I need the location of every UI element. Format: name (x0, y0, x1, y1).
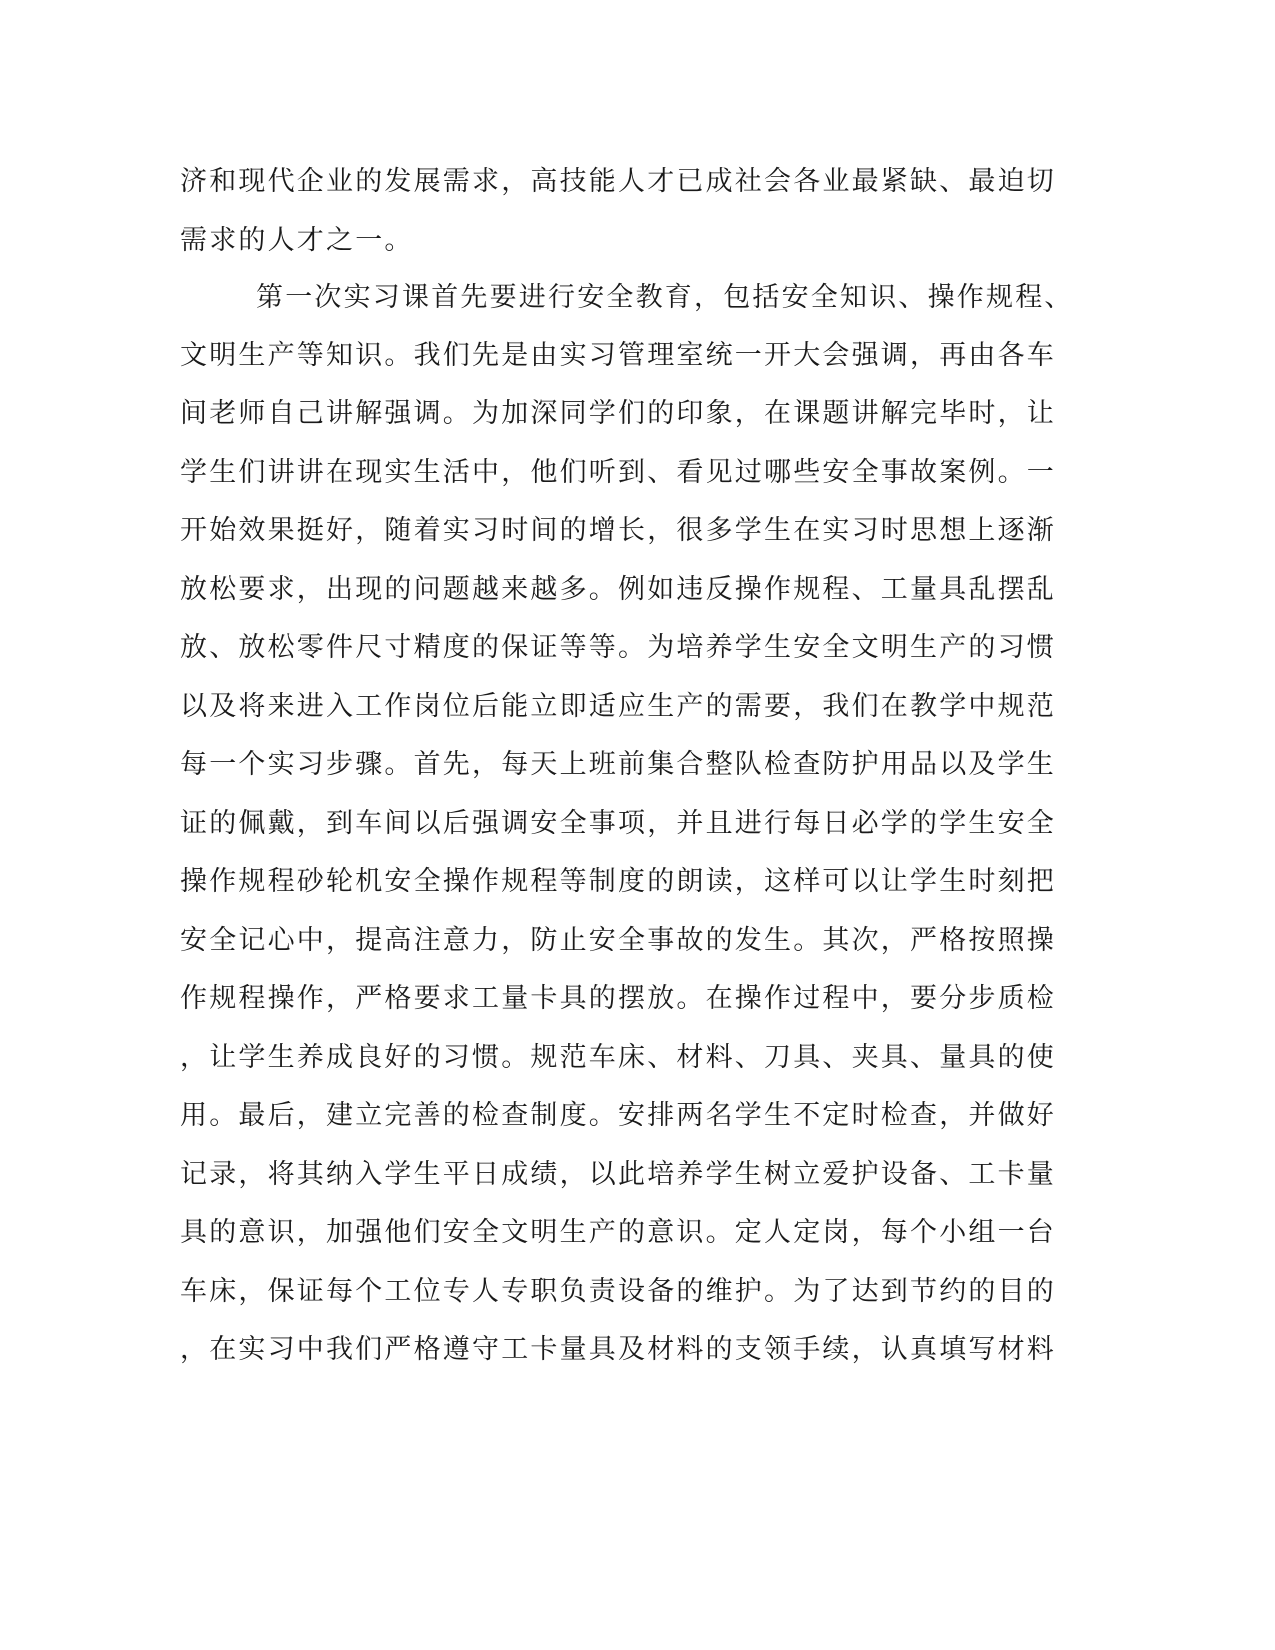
paragraph-2-line-2: 文明生产等知识。我们先是由实习管理室统一开大会强调，再由各车 (180, 340, 1056, 371)
paragraph-2-line-15: 用。最后，建立完善的检查制度。安排两名学生不定时检查，并做好 (180, 1100, 1056, 1131)
paragraph-2-line-9: 每一个实习步骤。首先，每天上班前集合整队检查防护用品以及学生 (180, 749, 1056, 780)
paragraph-2-line-16: 记录，将其纳入学生平日成绩，以此培养学生树立爱护设备、工卡量 (180, 1159, 1056, 1190)
paragraph-2-line-11: 操作规程砂轮机安全操作规程等制度的朗读，这样可以让学生时刻把 (180, 866, 1056, 897)
paragraph-2-line-13: 作规程操作，严格要求工量卡具的摆放。在操作过程中，要分步质检 (180, 983, 1056, 1014)
paragraph-2-line-6: 放松要求，出现的问题越来越多。例如违反操作规程、工量具乱摆乱 (180, 574, 1056, 605)
paragraph-2-line-7: 放、放松零件尺寸精度的保证等等。为培养学生安全文明生产的习惯 (180, 632, 1056, 663)
paragraph-1-line-2: 需求的人才之一。 (180, 225, 414, 256)
paragraph-2-line-10: 证的佩戴，到车间以后强调安全事项，并且进行每日必学的学生安全 (180, 808, 1056, 839)
paragraph-2-line-5: 开始效果挺好，随着实习时间的增长，很多学生在实习时思想上逐渐 (180, 515, 1056, 546)
paragraph-2-line-4: 学生们讲讲在现实生活中，他们听到、看见过哪些安全事故案例。一 (180, 457, 1056, 488)
paragraph-2-line-1: 第一次实习课首先要进行安全教育，包括安全知识、操作规程、 (256, 282, 1074, 313)
paragraph-2-line-8: 以及将来进入工作岗位后能立即适应生产的需要，我们在教学中规范 (180, 691, 1056, 722)
paragraph-2-line-18: 车床，保证每个工位专人专职负责设备的维护。为了达到节约的目的 (180, 1276, 1056, 1307)
paragraph-2-line-12: 安全记心中，提高注意力，防止安全事故的发生。其次，严格按照操 (180, 925, 1056, 956)
paragraph-1-line-1: 济和现代企业的发展需求，高技能人才已成社会各业最紧缺、最迫切 (180, 166, 1056, 197)
paragraph-2-line-17: 具的意识，加强他们安全文明生产的意识。定人定岗，每个小组一台 (180, 1217, 1056, 1248)
paragraph-2-line-14: ，让学生养成良好的习惯。规范车床、材料、刀具、夹具、量具的使 (180, 1042, 1056, 1073)
paragraph-2-line-3: 间老师自己讲解强调。为加深同学们的印象，在课题讲解完毕时，让 (180, 398, 1056, 429)
paragraph-2-line-19: ，在实习中我们严格遵守工卡量具及材料的支领手续，认真填写材料 (180, 1334, 1056, 1365)
